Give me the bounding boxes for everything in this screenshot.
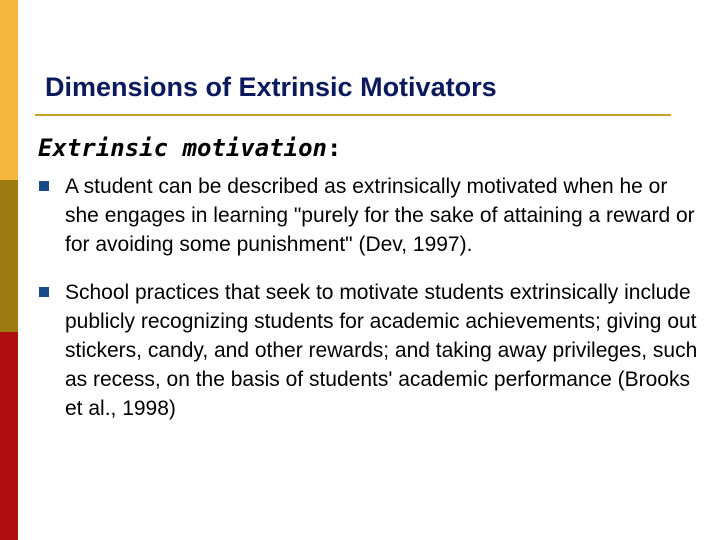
title-divider [35,114,671,116]
square-bullet-icon [39,181,49,191]
accent-bar-middle [0,180,18,332]
bullet-item [38,172,703,259]
square-bullet-icon [39,287,49,297]
accent-bar-top [0,0,18,180]
bullet-list [38,172,703,423]
section-heading-text: Extrinsic motivation [38,134,327,162]
bullet-text: School practices that seek to motivate students extrinsically include publicly recognizing students for academic achievements; giving out stickers, candy, and other rewards; and taking away privileges, such as recess, on the basis of students' academic performance (Brooks et al., 1998) [65,281,698,420]
section-heading [38,134,341,162]
accent-bar-bottom [0,332,18,540]
slide-title: Dimensions of Extrinsic Motivators [45,72,497,102]
section-heading-colon: : [326,134,342,162]
bullet-text: A student can be described as extrinsically motivated when he or she engages in learning "purely for the sake of attaining a reward or for avoiding some punishment" (Dev, 1997). [65,175,695,256]
bullet-item [38,278,703,423]
